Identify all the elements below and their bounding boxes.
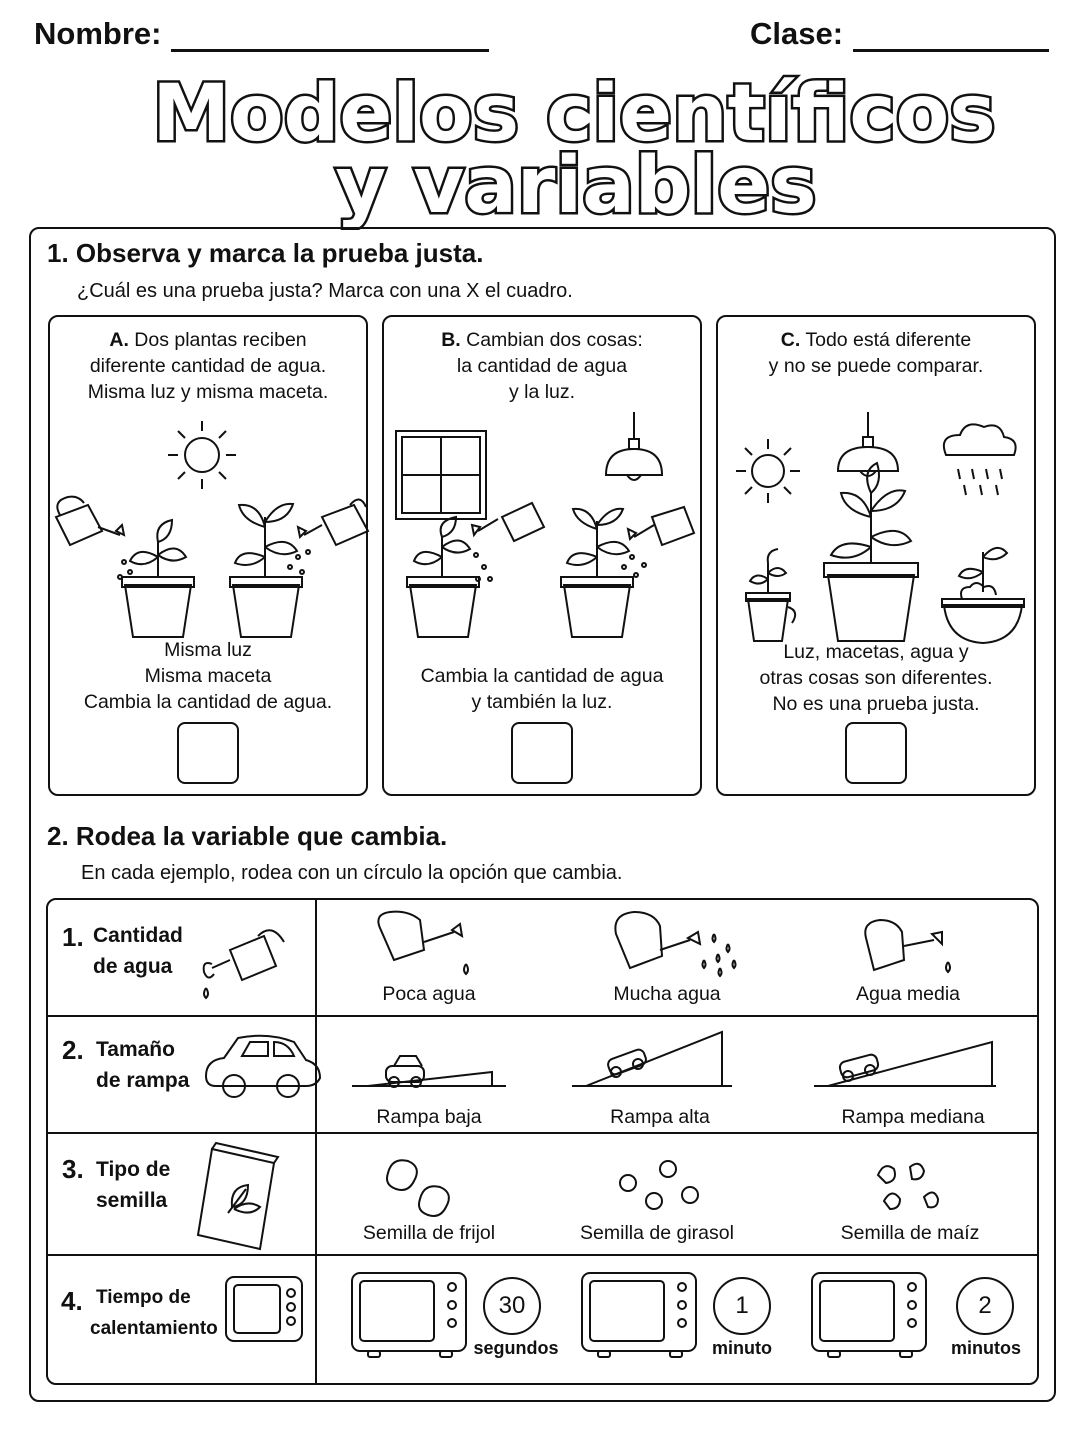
row2-label: Tamaño de rampa (96, 1038, 190, 1092)
page-title (0, 70, 1086, 230)
row4-number: 4. (61, 1286, 83, 1316)
card-c-description: C. Todo está diferente y no se puede comparar. (768, 329, 984, 377)
name-line[interactable] (171, 49, 489, 52)
option-rampa-alta[interactable]: Rampa alta (610, 1106, 710, 1128)
watering-can-icon (378, 912, 468, 974)
row4-icons (48, 1255, 1039, 1385)
option-semilla-girasol[interactable]: Semilla de girasol (580, 1222, 734, 1244)
class-label: Clase: (750, 16, 844, 51)
row3-label: Tipo de semilla (96, 1158, 171, 1212)
microwave-icon (226, 1277, 302, 1341)
row2-number: 2. (62, 1035, 84, 1065)
card-b (382, 315, 702, 796)
section2-instruction: En cada ejemplo, rodea con un círculo la opción que cambia. (81, 862, 623, 884)
timer-unit-minutos: minutos (951, 1338, 1021, 1358)
watering-can-icon (472, 503, 544, 541)
microwave-icon (582, 1273, 696, 1357)
row1-number: 1. (62, 922, 84, 952)
cloud-rain-icon (944, 424, 1016, 495)
lamp-icon (606, 412, 662, 480)
option-semilla-maiz[interactable]: Semilla de maíz (840, 1222, 980, 1244)
class-line[interactable] (853, 49, 1049, 52)
row4-label: Tiempo de calentamiento (90, 1287, 218, 1339)
watering-can-icon (298, 499, 368, 545)
plant-pot-icon (561, 509, 633, 637)
timer-value-2[interactable]: 2 (978, 1292, 992, 1319)
card-b-caption: Cambia la cantidad de agua y también la luz. (420, 665, 664, 713)
watering-can-icon (56, 497, 124, 545)
timer-value-1[interactable]: 1 (735, 1292, 749, 1319)
watering-can-icon (615, 912, 735, 976)
bean-seed-icon (387, 1160, 449, 1216)
card-c-caption: Luz, macetas, agua y otras cosas son diferentes. No es una prueba justa. (759, 641, 993, 715)
card-a-caption: Misma luz Misma maceta Cambia la cantidad de agua. (83, 639, 333, 713)
section2-heading: 2. Rodea la variable que cambia. (47, 821, 448, 851)
window-icon (396, 431, 486, 519)
option-agua-media[interactable]: Agua media (855, 983, 961, 1005)
ramp-high-icon (572, 1032, 732, 1086)
option-rampa-mediana[interactable]: Rampa mediana (841, 1106, 985, 1128)
card-a-description: A. Dos plantas reciben diferente cantidad de agua. Misma luz y misma maceta. (87, 329, 329, 403)
variables-table (46, 898, 1039, 1385)
sun-icon (168, 421, 236, 489)
sunflower-seed-icon (620, 1161, 698, 1209)
sun-icon (736, 439, 800, 503)
card-b-letter: B. (441, 329, 461, 351)
option-poca-agua[interactable]: Poca agua (382, 983, 476, 1005)
large-pot-icon (824, 463, 918, 641)
class-field[interactable] (750, 16, 1049, 52)
ramp-low-icon (352, 1056, 506, 1087)
checkbox-b[interactable] (511, 722, 573, 784)
name-label: Nombre: (34, 16, 162, 51)
car-icon (206, 1036, 320, 1097)
card-c-letter: C. (780, 329, 801, 351)
section1-instruction: ¿Cuál es una prueba justa? Marca con una X el cuadro. (77, 280, 573, 302)
microwave-icon (812, 1273, 926, 1357)
corn-seed-icon (878, 1164, 938, 1209)
checkbox-a[interactable] (177, 722, 239, 784)
small-cup-pot-icon (746, 549, 795, 641)
name-field[interactable] (34, 16, 489, 52)
row3-number: 3. (62, 1154, 84, 1184)
microwave-icon (352, 1273, 466, 1357)
watering-can-icon (865, 920, 950, 972)
card-b-description: B. Cambian dos cosas: la cantidad de agua y la luz. (441, 329, 643, 403)
row1-label: Cantidad de agua (93, 924, 183, 978)
timer-unit-minuto: minuto (712, 1338, 772, 1358)
card-c (716, 315, 1036, 796)
timer-unit-segundos: segundos (473, 1338, 559, 1358)
title-line2: y variables (335, 141, 817, 230)
bowl-icon (942, 548, 1024, 643)
plant-pot-icon (122, 520, 194, 637)
ramp-medium-icon (814, 1042, 996, 1086)
plant-pot-icon (230, 504, 302, 637)
seed-packet-icon (198, 1143, 278, 1249)
option-rampa-baja[interactable]: Rampa baja (376, 1106, 482, 1128)
option-mucha-agua[interactable]: Mucha agua (613, 983, 721, 1005)
watering-can-icon (628, 507, 694, 545)
plant-pot-icon (407, 517, 479, 637)
checkbox-c[interactable] (845, 722, 907, 784)
card-a-letter: A. (109, 329, 129, 351)
card-a (48, 315, 368, 796)
title-line1: Modelos científicos (152, 70, 996, 159)
watering-can-icon (204, 930, 284, 998)
option-semilla-frijol[interactable]: Semilla de frijol (362, 1222, 496, 1244)
lamp-icon (838, 412, 898, 476)
section1-heading: 1. Observa y marca la prueba justa. (47, 238, 484, 268)
timer-value-30[interactable]: 30 (498, 1292, 526, 1319)
